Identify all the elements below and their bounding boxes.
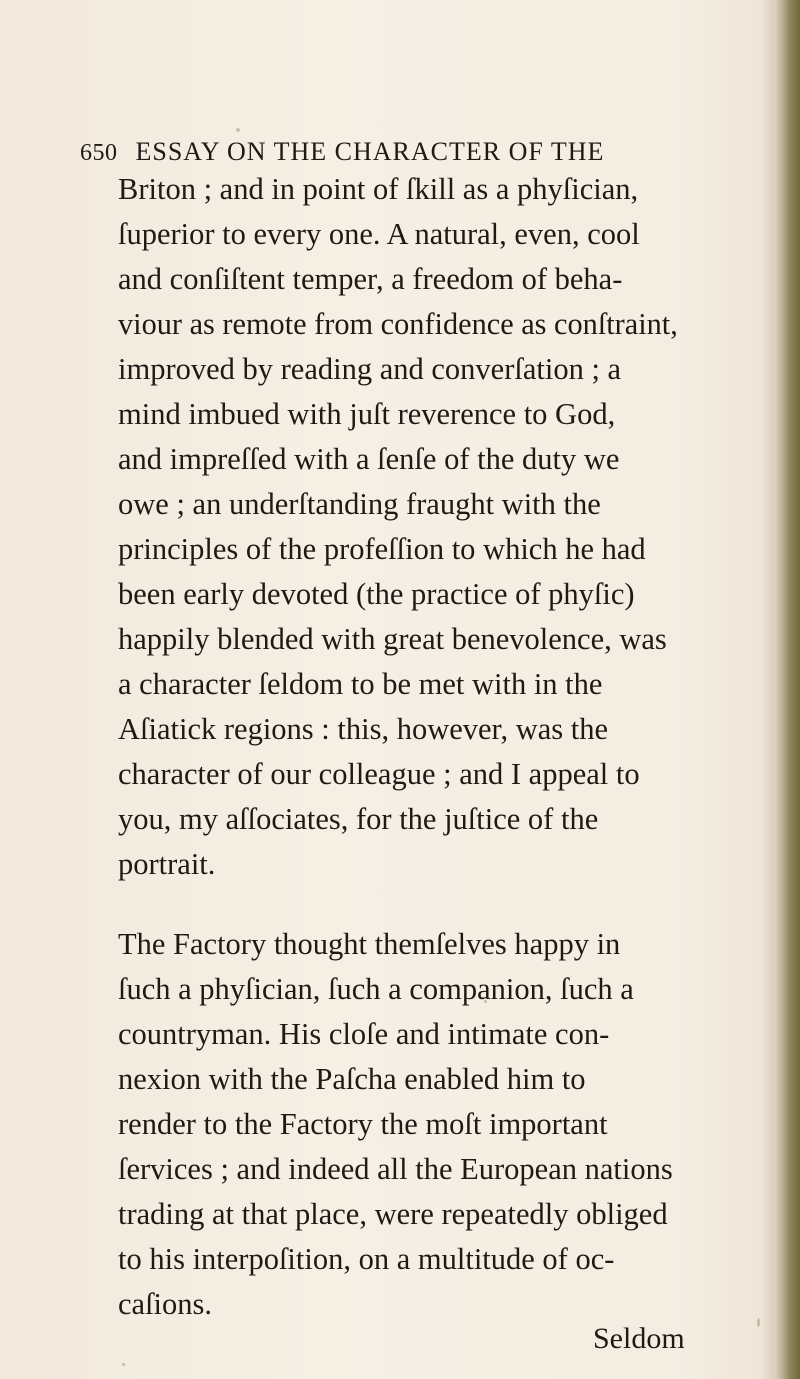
page-edge bbox=[774, 0, 800, 1379]
text-line: mind imbued with juſt reverence to God, bbox=[118, 397, 616, 431]
text-line: happily blended with great benevolence, was bbox=[118, 622, 667, 656]
catchword: Seldom bbox=[593, 1322, 685, 1355]
text-line: viour as remote from confidence as conſtraint, bbox=[118, 307, 678, 341]
text-line: been early devoted (the practice of phyſic) bbox=[118, 577, 635, 611]
text-line: trading at that place, were repeatedly obliged bbox=[118, 1197, 668, 1231]
text-line: principles of the profeſſion to which he had bbox=[118, 532, 646, 566]
text-line: owe ; an underſtanding fraught with the bbox=[118, 487, 601, 521]
text-line: improved by reading and converſation ; a bbox=[118, 352, 622, 386]
text-line: countryman. His cloſe and intimate con- bbox=[118, 1017, 610, 1051]
text-line: character of our colleague ; and I appeal to bbox=[118, 757, 640, 791]
text-line: ſuperior to every one. A natural, even, cool bbox=[118, 217, 640, 251]
running-title: ESSAY ON THE CHARACTER OF THE bbox=[135, 137, 605, 166]
text-line: Aſiatick regions : this, however, was the bbox=[118, 712, 609, 746]
page-number: 650 bbox=[80, 140, 118, 166]
text-line: render to the Factory the moſt important bbox=[118, 1107, 608, 1141]
running-head bbox=[80, 137, 604, 167]
text-line: nexion with the Paſcha enabled him to bbox=[118, 1062, 586, 1096]
text-line: The Factory thought themſelves happy in bbox=[118, 927, 621, 961]
text-line: caſions. bbox=[118, 1287, 213, 1321]
text-line: a character ſeldom to be met with in the bbox=[118, 667, 603, 701]
foxing-spot bbox=[236, 128, 240, 132]
text-line: and conſiſtent temper, a freedom of beha- bbox=[118, 262, 623, 296]
text-line: to his interpoſition, on a multitude of oc- bbox=[118, 1242, 615, 1276]
foxing-spot bbox=[757, 1318, 760, 1327]
page-gutter-shadow bbox=[760, 0, 774, 1379]
text-line: Briton ; and in point of ſkill as a phyſician, bbox=[118, 172, 639, 206]
text-line: portrait. bbox=[118, 847, 216, 881]
text-line: and impreſſed with a ſenſe of the duty we bbox=[118, 442, 620, 476]
text-line: ſervices ; and indeed all the European nations bbox=[118, 1152, 673, 1186]
text-line: ſuch a phyſician, ſuch a companion, ſuch a bbox=[118, 972, 634, 1006]
foxing-spot bbox=[122, 1363, 125, 1366]
text-line: you, my aſſociates, for the juſtice of the bbox=[118, 802, 599, 836]
